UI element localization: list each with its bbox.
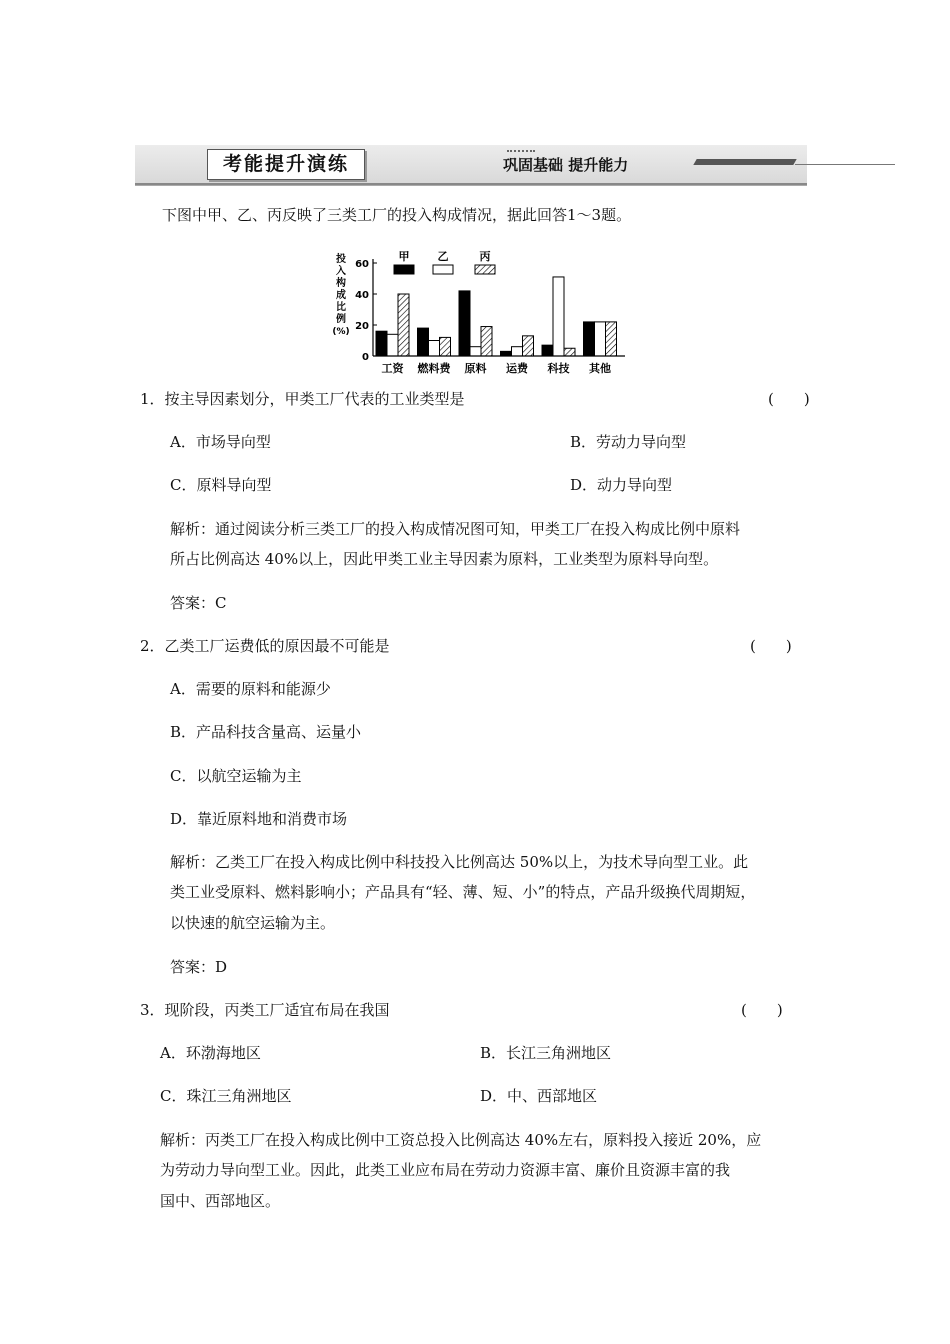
q3-answer-blank: ( ): [741, 1001, 783, 1019]
banner-decor-stripe: [693, 159, 796, 165]
x-tick-label: 燃料费: [417, 362, 451, 375]
bar-乙-燃料费: [429, 341, 440, 357]
y-tick-label: 0: [362, 352, 369, 363]
y-axis-label-char: 入: [336, 266, 346, 277]
bar-乙-其他: [595, 322, 606, 356]
q3-option-c: C．珠江三角洲地区: [160, 1087, 292, 1105]
input-composition-chart: [330, 245, 625, 380]
y-axis-label-char: 成: [336, 290, 346, 301]
bar-乙-科技: [553, 277, 564, 356]
q2-stem: 2．乙类工厂运费低的原因最不可能是: [140, 637, 390, 655]
bar-丙-运费: [523, 336, 534, 356]
q3-option-b: B．长江三角洲地区: [480, 1044, 612, 1062]
y-tick-label: 60: [355, 259, 369, 270]
q1-option-d: D．动力导向型: [570, 476, 673, 494]
q2-explanation-line3: 以快速的航空运输为主。: [170, 914, 336, 932]
q2-answer-blank: ( ): [750, 637, 792, 655]
q1-answer-blank: ( ): [768, 390, 810, 408]
banner-decor-line: [795, 164, 895, 165]
q2-option-d: D．靠近原料地和消费市场: [170, 810, 348, 828]
section-banner: [135, 145, 807, 185]
bar-丙-燃料费: [440, 337, 451, 356]
bar-丙-其他: [606, 322, 617, 356]
bar-甲-燃料费: [418, 328, 429, 356]
q2-option-a: A．需要的原料和能源少: [170, 680, 331, 698]
y-tick-label: 40: [355, 290, 369, 301]
q3-explanation-line3: 国中、西部地区。: [160, 1192, 281, 1210]
q1-option-b: B．劳动力导向型: [570, 433, 687, 451]
x-tick-label: 其他: [589, 362, 611, 375]
bar-乙-原料: [470, 347, 481, 356]
q2-option-b: B．产品科技含量高、运量小: [170, 723, 362, 741]
legend-swatch-乙: [433, 265, 453, 274]
q3-stem: 3．现阶段，丙类工厂适宜布局在我国: [140, 1001, 390, 1019]
bar-乙-工资: [387, 334, 398, 356]
q3-explanation-line2: 为劳动力导向型工业。因此，此类工业应布局在劳动力资源丰富、廉价且资源丰富的我: [160, 1161, 731, 1179]
bar-丙-工资: [398, 294, 409, 356]
bar-甲-工资: [376, 331, 387, 356]
bar-丙-原料: [481, 327, 492, 356]
legend-swatch-甲: [394, 265, 414, 274]
q1-answer: 答案：C: [170, 594, 227, 612]
banner-right-title: 巩固基础 提升能力: [503, 156, 629, 174]
q2-answer: 答案：D: [170, 958, 228, 976]
y-axis-label-char: 比: [336, 302, 346, 313]
x-tick-label: 科技: [547, 362, 570, 375]
q2-option-c: C．以航空运输为主: [170, 767, 302, 785]
banner-underline: [135, 185, 807, 186]
y-axis-label-char: 投: [336, 254, 346, 265]
bar-乙-运费: [512, 347, 523, 356]
legend-label: 丙: [479, 250, 491, 263]
q1-explanation-line1: 解析：通过阅读分析三类工厂的投入构成情况图可知，甲类工厂在投入构成比例中原料: [170, 520, 741, 538]
q1-explanation-line2: 所占比例高达 40%以上，因此甲类工业主导因素为原料，工业类型为原料导向型。: [170, 550, 719, 568]
banner-left-title: 考能提升演练: [207, 149, 365, 180]
x-tick-label: 原料: [464, 362, 487, 375]
q3-option-d: D．中、西部地区: [480, 1087, 598, 1105]
bar-甲-科技: [542, 345, 553, 356]
bar-丙-科技: [564, 348, 575, 356]
legend-label: 甲: [398, 250, 410, 263]
x-tick-label: 运费: [506, 362, 528, 375]
q3-option-a: A．环渤海地区: [160, 1044, 261, 1062]
intro-text: 下图中甲、乙、丙反映了三类工厂的投入构成情况，据此回答1～3题。: [162, 206, 632, 224]
q1-stem: 1．按主导因素划分，甲类工厂代表的工业类型是: [140, 390, 465, 408]
bar-甲-其他: [584, 322, 595, 356]
bar-甲-原料: [459, 291, 470, 356]
legend-swatch-丙: [475, 265, 495, 274]
bar-甲-运费: [501, 351, 512, 356]
y-axis-label-char: (%): [332, 327, 350, 337]
legend-label: 乙: [437, 250, 449, 263]
y-tick-label: 20: [355, 321, 369, 332]
q1-option-c: C．原料导向型: [170, 476, 272, 494]
q2-explanation-line1: 解析：乙类工厂在投入构成比例中科技投入比例高达 50%以上，为技术导向型工业。此: [170, 853, 749, 871]
q3-explanation-line1: 解析：丙类工厂在投入构成比例中工资总投入比例高达 40%左右，原料投入接近 20%，应: [160, 1131, 762, 1149]
y-axis-label-char: 构: [336, 278, 346, 289]
y-axis-label-char: 例: [336, 314, 346, 325]
q2-explanation-line2: 类工业受原料、燃料影响小；产品具有“轻、薄、短、小”的特点，产品升级换代周期短，: [170, 883, 756, 901]
x-tick-label: 工资: [381, 362, 404, 375]
q1-option-a: A．市场导向型: [170, 433, 271, 451]
